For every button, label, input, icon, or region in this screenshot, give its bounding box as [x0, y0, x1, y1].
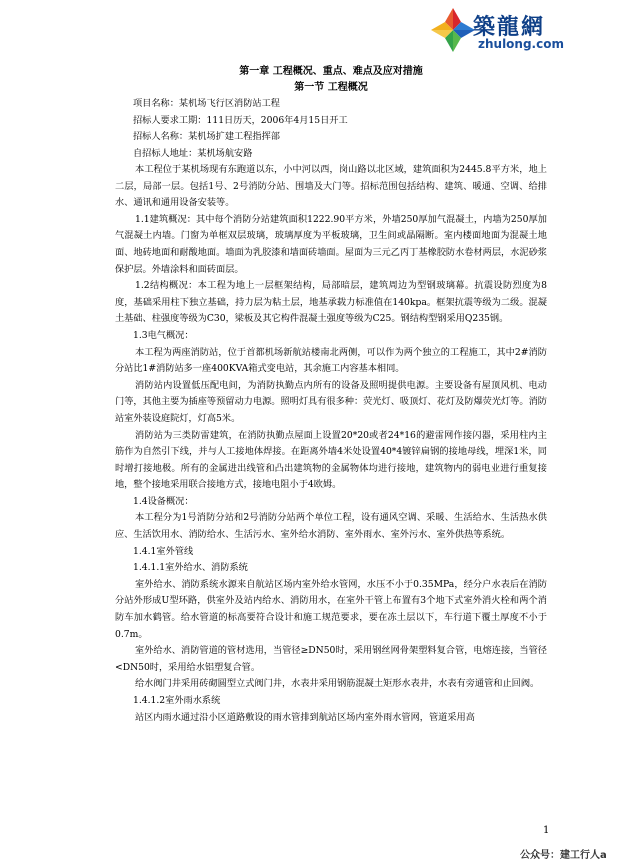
meta-line: 项目名称：某机场飞行区消防站工程: [133, 98, 280, 109]
meta-line: 招标人名称：某机场扩建工程指挥部: [133, 131, 280, 142]
paragraph: 给水阀门井采用砖砌圆型立式阀门井，水表井采用钢筋混凝土矩形水表井，水表有旁通管和止回阀。: [135, 678, 540, 690]
section-heading: 1.4.1.1室外给水、消防系统: [133, 562, 248, 574]
section-title: 第一节 工程概况: [294, 82, 368, 93]
paragraph: 本工程分为1号消防分站和2号消防分站两个单位工程，设有通风空调、采暖、生活给水、生活热水供应、生活饮用水、消防给水、生活污水、室外给水消防、室外雨水、室外污水、室外供热等系统。: [115, 512, 547, 541]
paragraph: 本工程位于某机场现有东跑道以东，小中河以西，岗山路以北区域，建筑面积为2445.8平方米，地上二层，局部一层。包括1号、2号消防分站、围墙及大门等。招标范围包括结构、建筑、暖通、空调、给排水、通讯和通用设备安装等。: [115, 164, 547, 209]
paragraph: 室外给水、消防管道的管材选用，当管径≥DN50时，采用钢丝网骨架塑料复合管，电熔连接，当管径<DN50时，采用给水铝塑复合管。: [115, 645, 547, 673]
chapter-title: 第一章 工程概况、重点、难点及应对措施: [239, 66, 423, 77]
section-heading: 1.4设备概况：: [133, 495, 194, 507]
paragraph: 1.1建筑概况：其中每个消防分站建筑面积1222.90平方米，外墙250厚加气混凝土，内墙为250厚加气混凝土内墙。门窗为单框双层玻璃，玻璃厚度为平板玻璃，卫生间或晶隔断。室内楼面地面为混凝土地面、地砖地面和耐酸地面。墙面为乳胶漆和墙面砖墙面。屋面为三元乙丙丁基橡胶防水卷材两层，水泥砂浆保护层。外墙涂料和面砖面层。: [115, 213, 547, 275]
paragraph: 消防站内设置低压配电间，为消防执勤点内所有的设备及照明提供电源。主要设备有屋顶风机、电动门等，其他主要为插座等预留动力电源。照明灯具有很多种：荧光灯、吸顶灯、花灯及防爆荧光灯等。消防站室外装设庭院灯，灯高5米。: [115, 379, 547, 424]
body-text: [115, 162, 547, 726]
paragraph: 站区内雨水通过沿小区道路敷设的雨水管排到航站区场内室外雨水管网，管道采用高: [135, 711, 475, 723]
project-meta: [115, 96, 547, 162]
logo-name: 築龍網: [473, 15, 546, 40]
meta-line: 招标人要求工期：111日历天，2006年4月15日开工: [133, 114, 348, 126]
section-heading: 1.4.1.2室外雨水系统: [133, 695, 221, 706]
meta-line: 自招标人地址：某机场航安路: [133, 147, 253, 159]
paragraph: 消防站为三类防雷建筑，在消防执勤点屋面上设置20*20或者24*16的避雷网作接闪器，采用柱内主筋作为自然引下线，并与人工接地体焊接。在距离外墙4米处设置40*4镀锌扁钢的接地母线，埋深1米，同时增打接地极。所有的金属进出线管和凸出建筑物的金属物体均进行接地，建筑物内的弱电业进行重复接地，整个接地采用联合接地方式，接地电阻小于4欧姆。: [115, 429, 547, 491]
paragraph: 本工程为两座消防站，位于首都机场新航站楼南北两侧，可以作为两个独立的工程施工，其中2#消防分站比1#消防站多一座400KVA箱式变电站，其余施工内容基本相同。: [115, 346, 547, 375]
logo-url: zhulong.com: [478, 37, 564, 51]
paragraph: 室外给水、消防系统水源来自航站区场内室外给水管网，水压不小于0.35MPa，经分户水表后在消防分站外形成U型环路，供室外及站内给水、消防用水，在室外干管上布置有3个地下式室外消火栓和两个消防车加水鹤管。给水管道的标高要符合设计和施工规范要求，要在冻土层以下，车行道下覆土厚度不小于0.7m。: [115, 578, 547, 640]
page-number: 1: [543, 825, 550, 836]
section-heading: 1.3电气概况：: [133, 329, 194, 341]
paragraph: 1.2结构概况：本工程为地上一层框架结构，局部暗层，建筑周边为型钢玻璃幕。抗震设防烈度为8度，基础采用柱下独立基础，持力层为粘土层，地基承载力标准值在140kpa。框架抗震等级为二级。混凝土基础、柱强度等级为C30，梁板及其它构件混凝土强度等级为C25。钢结构型钢采用Q235钢。: [115, 280, 547, 325]
footer-watermark: 公众号：建工行人a: [520, 850, 607, 861]
section-heading: 1.4.1室外管线: [133, 545, 194, 557]
document-page: [115, 64, 547, 726]
